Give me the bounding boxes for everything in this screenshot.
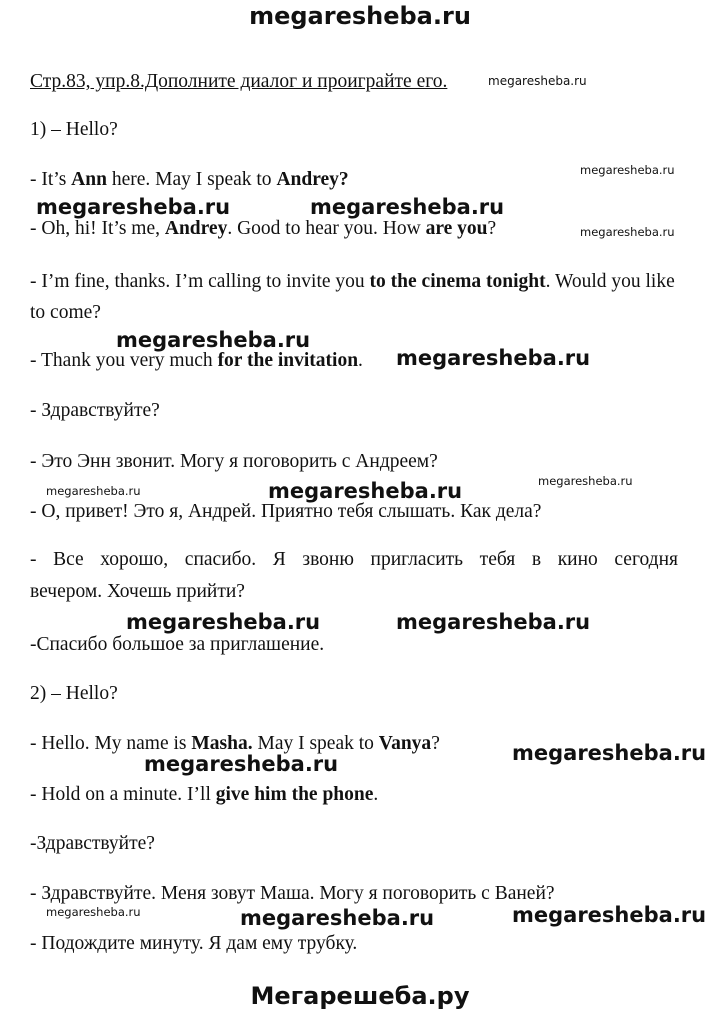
dialog1-ru-line4b: вечером. Хочешь прийти?	[30, 581, 245, 602]
dialog2-ru-line2: - Здравствуйте. Меня зовут Маша. Могу я поговорить с Ваней?	[30, 883, 555, 904]
dialog2-line1: 2) – Hello?	[30, 683, 118, 704]
watermark: megaresheba.ru	[310, 195, 505, 219]
watermark: megaresheba.ru	[268, 479, 463, 503]
watermark: megaresheba.ru	[46, 484, 141, 498]
dialog1-line5: - Thank you very much for the invitation.	[30, 350, 363, 371]
dialog1-ru-line4a: - Все хорошо, спасибо. Я звоню пригласить тебя в кино сегодня	[30, 549, 678, 570]
dialog1-line4: - I’m fine, thanks. I’m calling to invite you to the cinema tonight. Would you like to come?	[30, 271, 675, 323]
watermark: megaresheba.ru	[46, 905, 141, 919]
watermark: megaresheba.ru	[538, 474, 633, 488]
site-footer: Мегарешеба.ру	[250, 982, 470, 1010]
dialog1-line1: 1) – Hello?	[30, 119, 118, 140]
watermark: megaresheba.ru	[512, 903, 707, 927]
watermark: megaresheba.ru	[512, 741, 707, 765]
exercise-title-text: Стр.83, упр.8.Дополните диалог и проиграйте его.	[30, 71, 448, 92]
dialog2-ru-line1: -Здравствуйте?	[30, 833, 155, 854]
dialog1-line3: - Oh, hi! It’s me, Andrey. Good to hear you. How are you?	[30, 218, 497, 239]
watermark: megaresheba.ru	[116, 328, 311, 352]
dialog2-line3: - Hold on a minute. I’ll give him the phone.	[30, 784, 379, 805]
dialog1-ru-line5: -Спасибо большое за приглашение.	[30, 634, 325, 655]
watermark: megaresheba.ru	[580, 163, 675, 177]
dialog1-line2: - It’s Ann here. May I speak to Andrey?	[30, 169, 349, 190]
watermark: megaresheba.ru	[580, 225, 675, 239]
watermark: megaresheba.ru	[126, 610, 321, 634]
watermark: megaresheba.ru	[488, 74, 587, 88]
site-header: megaresheba.ru	[249, 2, 471, 30]
exercise-title	[30, 70, 447, 94]
watermark: megaresheba.ru	[396, 610, 591, 634]
dialog1-ru-line2: - Это Энн звонит. Могу я поговорить с Андреем?	[30, 451, 438, 472]
dialog2-ru-line3: - Подождите минуту. Я дам ему трубку.	[30, 933, 358, 954]
watermark: megaresheba.ru	[396, 346, 591, 370]
watermark: megaresheba.ru	[36, 195, 231, 219]
dialog1-ru-line3: - О, привет! Это я, Андрей. Приятно тебя слышать. Как дела?	[30, 501, 542, 522]
dialog2-line2: - Hello. My name is Masha. May I speak to Vanya?	[30, 733, 440, 754]
watermark: megaresheba.ru	[240, 906, 435, 930]
dialog1-ru-line1: - Здравствуйте?	[30, 400, 160, 421]
watermark: megaresheba.ru	[144, 752, 339, 776]
